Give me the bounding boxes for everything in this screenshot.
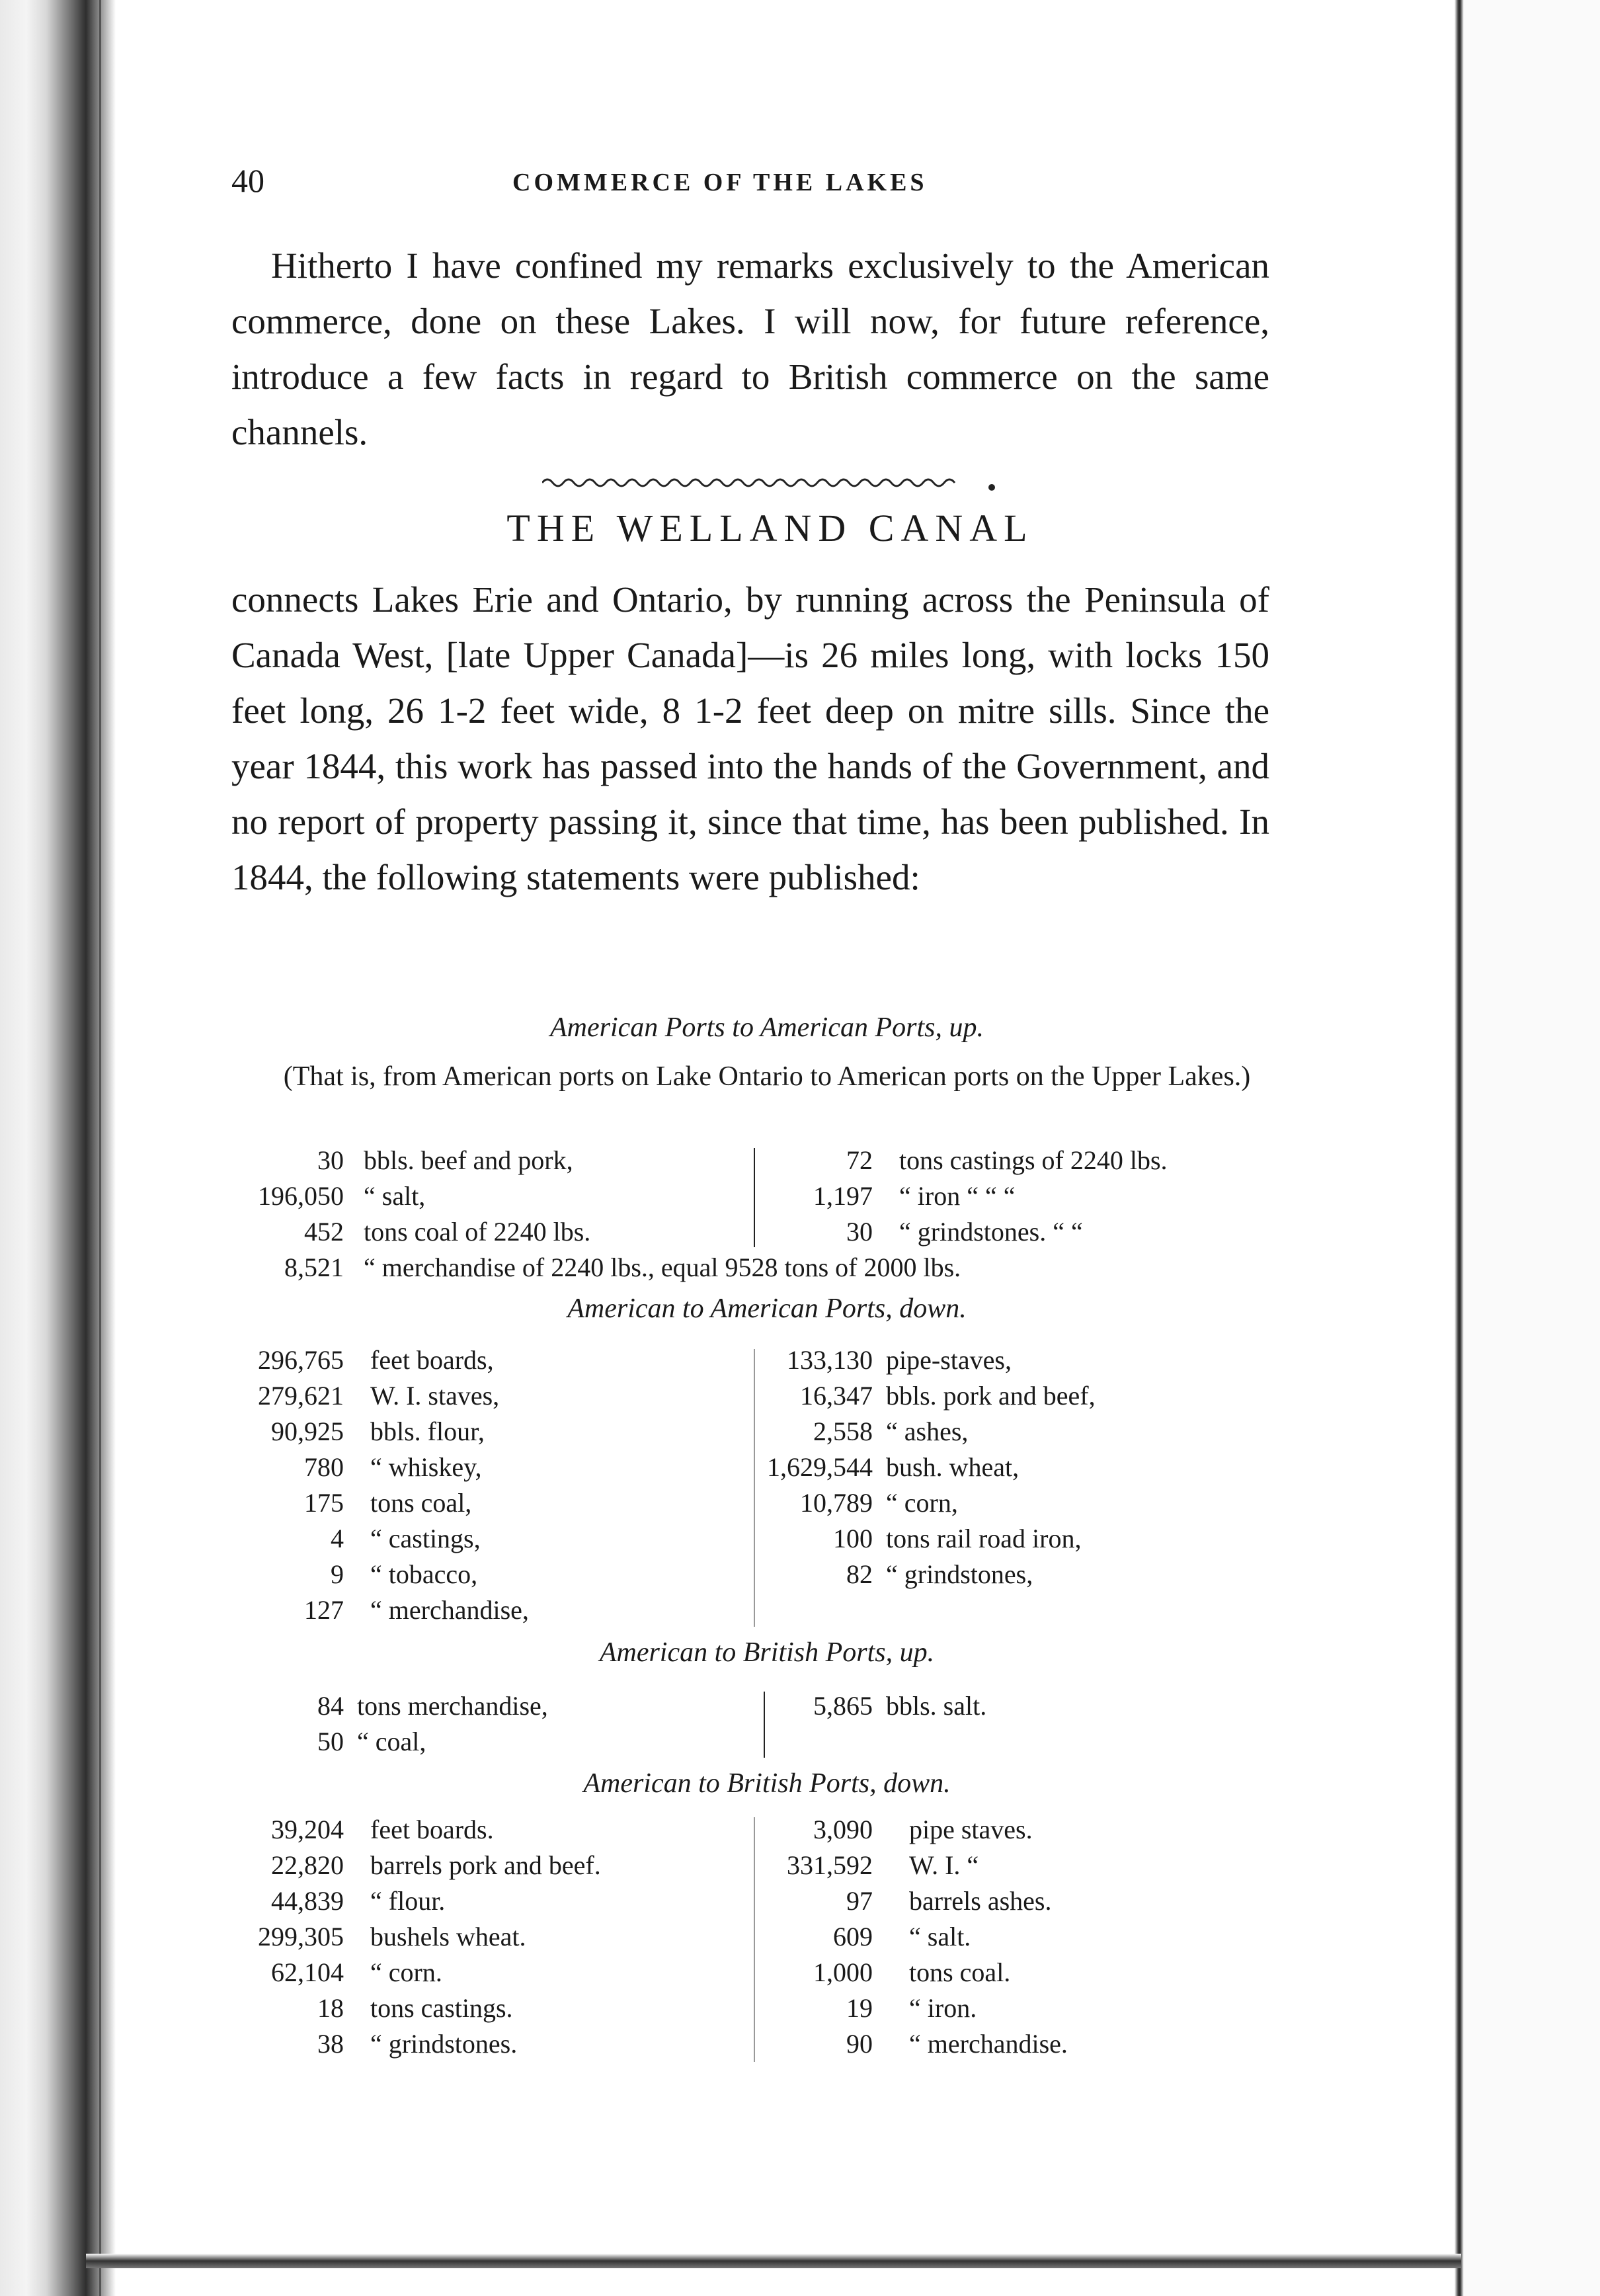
item: bbls. salt.	[886, 1691, 987, 1721]
item: bush. wheat,	[886, 1452, 1020, 1482]
running-title: COMMERCE OF THE LAKES	[512, 169, 928, 196]
table-heading-am-am-down: American to American Ports, down.	[567, 1293, 967, 1324]
qty: 16,347	[800, 1381, 873, 1411]
qty: 1,629,544	[767, 1452, 873, 1482]
qty: 50	[317, 1727, 344, 1756]
item: bushels wheat.	[370, 1922, 526, 1951]
qty: 97	[846, 1886, 873, 1916]
qty: 8,521	[284, 1252, 344, 1282]
item: W. I. “	[909, 1850, 979, 1880]
table-note: (That is, from American ports on Lake Ontario to American ports on the Upper Lakes.)	[283, 1061, 1251, 1092]
qty: 780	[304, 1452, 344, 1482]
table-heading-am-br-down: American to British Ports, down.	[583, 1768, 951, 1799]
qty: 609	[833, 1922, 873, 1951]
qty: 90	[846, 2029, 873, 2059]
qty: 38	[317, 2029, 344, 2059]
qty: 30	[846, 1217, 873, 1247]
item: tons rail road iron,	[886, 1524, 1082, 1553]
item: “ salt.	[909, 1922, 971, 1951]
item: “ merchandise.	[909, 2029, 1068, 2059]
qty: 10,789	[800, 1488, 873, 1518]
item: barrels pork and beef.	[370, 1850, 601, 1880]
qty: 299,305	[258, 1922, 344, 1951]
section-heading: THE WELLAND CANAL	[506, 507, 1034, 550]
item: “ iron “ “ “	[899, 1181, 1016, 1211]
item: pipe staves.	[909, 1815, 1033, 1844]
page-bottom-edge	[86, 2254, 1461, 2268]
page-number: 40	[231, 162, 264, 199]
qty: 22,820	[271, 1850, 344, 1880]
intro-paragraph: Hitherto I have confined my remarks exclusively to the American commerce, done on these Lakes. I will now, for future reference, introduce a few facts in regard to British commerce on the same channels.	[231, 245, 1269, 452]
qty: 331,592	[787, 1850, 873, 1880]
qty: 452	[304, 1217, 344, 1247]
column-divider	[754, 1817, 755, 2062]
qty: 18	[317, 1993, 344, 2023]
item: “ grindstones. “ “	[899, 1217, 1083, 1247]
page-right-edge	[1455, 0, 1464, 2296]
qty: 30	[317, 1145, 344, 1175]
item: “ grindstones.	[370, 2029, 518, 2059]
item: feet boards,	[370, 1345, 494, 1375]
item: “ coal,	[357, 1727, 426, 1756]
table-heading-am-am-up: American Ports to American Ports, up.	[549, 1012, 984, 1043]
column-divider	[754, 1148, 755, 1247]
item: pipe-staves,	[886, 1345, 1012, 1375]
scan-margin-right	[1464, 0, 1600, 2296]
item: tons castings.	[370, 1993, 513, 2023]
page-header	[231, 161, 1276, 201]
qty: 175	[304, 1488, 344, 1518]
qty: 44,839	[271, 1886, 344, 1916]
item: tons castings of 2240 lbs.	[899, 1145, 1168, 1175]
column-divider	[754, 1349, 755, 1627]
item: tons coal.	[909, 1957, 1011, 1987]
item: W. I. staves,	[370, 1381, 500, 1411]
item: bbls. beef and pork,	[364, 1145, 573, 1175]
qty: 2,558	[813, 1416, 873, 1446]
item: barrels ashes.	[909, 1886, 1052, 1916]
qty: 19	[846, 1993, 873, 2023]
item: “ merchandise,	[370, 1595, 529, 1625]
wavy-rule-ornament	[542, 473, 1190, 493]
item: bbls. flour,	[370, 1416, 485, 1446]
qty: 84	[317, 1691, 344, 1721]
item: “ grindstones,	[886, 1559, 1033, 1589]
spine-line	[99, 0, 101, 2296]
qty: 5,865	[813, 1691, 873, 1721]
qty: 72	[846, 1145, 873, 1175]
qty: 133,130	[787, 1345, 873, 1375]
item: “ merchandise of 2240 lbs., equal 9528 tons of 2000 lbs.	[364, 1252, 961, 1282]
item: “ whiskey,	[370, 1452, 482, 1482]
item: “ ashes,	[886, 1416, 969, 1446]
qty: 100	[833, 1524, 873, 1553]
item: “ salt,	[364, 1181, 426, 1211]
table-heading-am-br-up: American to British Ports, up.	[599, 1637, 935, 1668]
qty: 82	[846, 1559, 873, 1589]
qty: 90,925	[271, 1416, 344, 1446]
qty: 39,204	[271, 1815, 344, 1844]
item: “ castings,	[370, 1524, 481, 1553]
item: feet boards.	[370, 1815, 494, 1844]
item: tons coal,	[370, 1488, 472, 1518]
item: “ corn.	[370, 1957, 442, 1987]
qty: 9	[331, 1559, 344, 1589]
qty: 196,050	[258, 1181, 344, 1211]
qty: 279,621	[258, 1381, 344, 1411]
item: “ iron.	[909, 1993, 977, 2023]
qty: 296,765	[258, 1345, 344, 1375]
section-body: connects Lakes Erie and Ontario, by running across the Peninsula of Canada West, [late Upper Canada]—is 26 miles long, with locks 150 feet long, 26 1-2 feet wide, 8 1-2 feet deep on mitre sills. Since the year 1844, this work has passed into the hands of the Government, and no report of property passing it, since that time, has been published. In 1844, the following statements were published:	[231, 579, 1269, 897]
item: “ corn,	[886, 1488, 958, 1518]
item: bbls. pork and beef,	[886, 1381, 1096, 1411]
qty: 127	[304, 1595, 344, 1625]
book-page	[231, 0, 1276, 2248]
qty: 4	[331, 1524, 344, 1553]
qty: 62,104	[271, 1957, 344, 1987]
qty: 1,197	[813, 1181, 873, 1211]
qty: 3,090	[813, 1815, 873, 1844]
item: tons merchandise,	[357, 1691, 548, 1721]
qty: 1,000	[813, 1957, 873, 1987]
book-spine-shadow	[0, 0, 116, 2296]
item: “ flour.	[370, 1886, 446, 1916]
item: tons coal of 2240 lbs.	[364, 1217, 591, 1247]
item: “ tobacco,	[370, 1559, 478, 1589]
